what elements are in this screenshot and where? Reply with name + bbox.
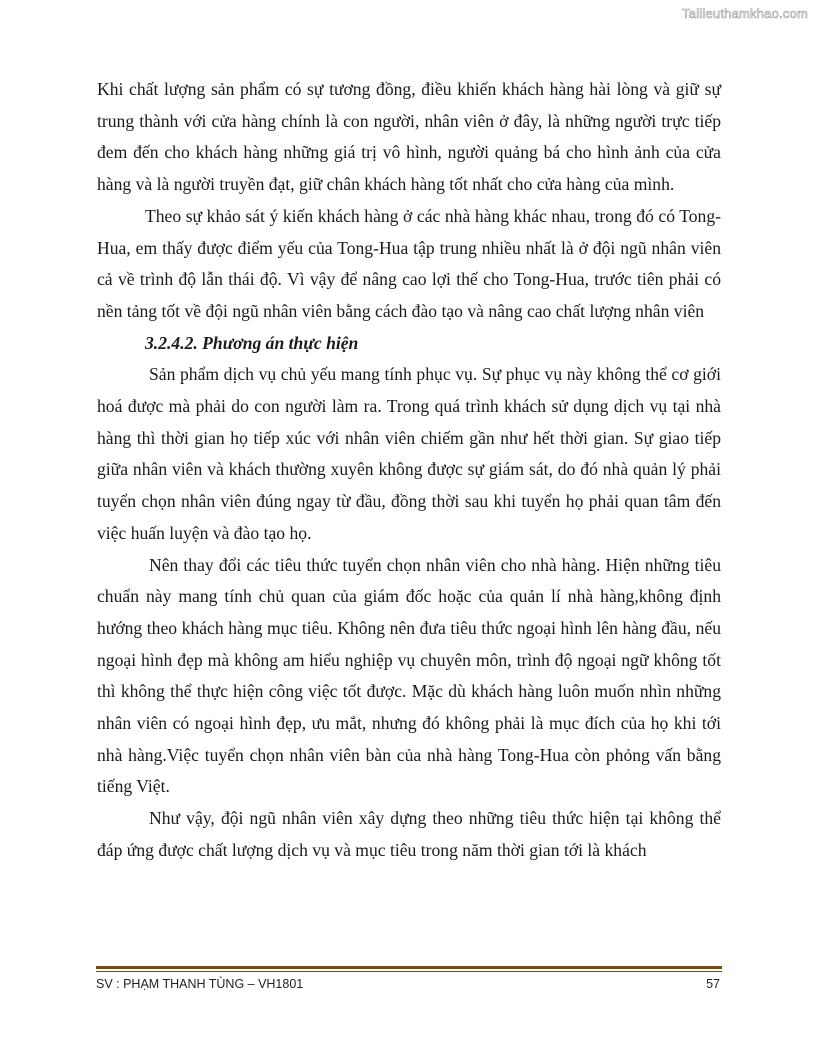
watermark-text: Tailieuthamkhao.com — [682, 6, 808, 21]
paragraph: Khi chất lượng sản phẩm có sự tương đồng, điều khiến khách hàng hài lòng và giữ sự trung thành với cửa hàng chính là con người, nhân viên ở đây, là những người trực tiếp đem đến cho khách hàng những giá trị vô hình, người quảng bá cho hình ảnh của cửa hàng và là người truyền đạt, giữ chân khách hàng tốt nhất cho cửa hàng của mình. — [97, 79, 721, 195]
paragraph: Như vậy, đội ngũ nhân viên xây dựng theo những tiêu thức hiện tại không thể đáp ứng được chất lượng dịch vụ và mục tiêu trong năm thời gian tới là khách — [97, 808, 721, 860]
footer-divider-thin — [96, 971, 722, 972]
page-number: 57 — [706, 977, 720, 991]
footer-author: SV : PHẠM THANH TÙNG – VH1801 — [96, 977, 304, 991]
footer-divider — [96, 966, 722, 969]
paragraph: Sản phẩm dịch vụ chủ yếu mang tính phục vụ. Sự phục vụ này không thể cơ giới hoá được mà phải do con người làm ra. Trong quá trình khách sử dụng dịch vụ tại nhà hàng thì thời gian họ tiếp xúc với nhân viên chiếm gần như hết thời gian. Sự giao tiếp giữa nhân viên và khách thường xuyên không được sự giám sát, do đó nhà quản lý phải tuyển chọn nhân viên đúng ngay từ đầu, đồng thời sau khi tuyển họ phải quan tâm đến việc huấn luyện và đào tạo họ. — [97, 364, 721, 543]
body-text — [97, 74, 721, 867]
paragraph: Theo sự khảo sát ý kiến khách hàng ở các nhà hàng khác nhau, trong đó có Tong-Hua, em thấy được điểm yếu của Tong-Hua tập trung nhiều nhất là ở đội ngũ nhân viên cả về trình độ lẫn thái độ. Vì vậy để nâng cao lợi thế cho Tong-Hua, trước tiên phải có nền tảng tốt về đội ngũ nhân viên bằng cách đào tạo và nâng cao chất lượng nhân viên — [97, 205, 721, 321]
paragraph: Nên thay đổi các tiêu thức tuyển chọn nhân viên cho nhà hàng. Hiện những tiêu chuẩn này mang tính chủ quan của giám đốc hoặc của quản lí nhà hàng,không định hướng theo khách hàng mục tiêu. Không nên đưa tiêu thức ngoại hình lên hàng đầu, nếu ngoại hình đẹp mà không am hiểu nghiệp vụ chuyên môn, trình độ ngoại ngữ không tốt thì không thể thực hiện công việc tốt được. Mặc dù khách hàng luôn muốn nhìn những nhân viên có ngoại hình đẹp, ưu mắt, nhưng đó không phải là mục đích của họ khi tới nhà hàng.Việc tuyển chọn nhân viên bàn của nhà hàng Tong-Hua còn phỏng vấn bằng tiếng Việt. — [97, 554, 721, 797]
section-heading: 3.2.4.2. Phương án thực hiện — [145, 332, 359, 353]
